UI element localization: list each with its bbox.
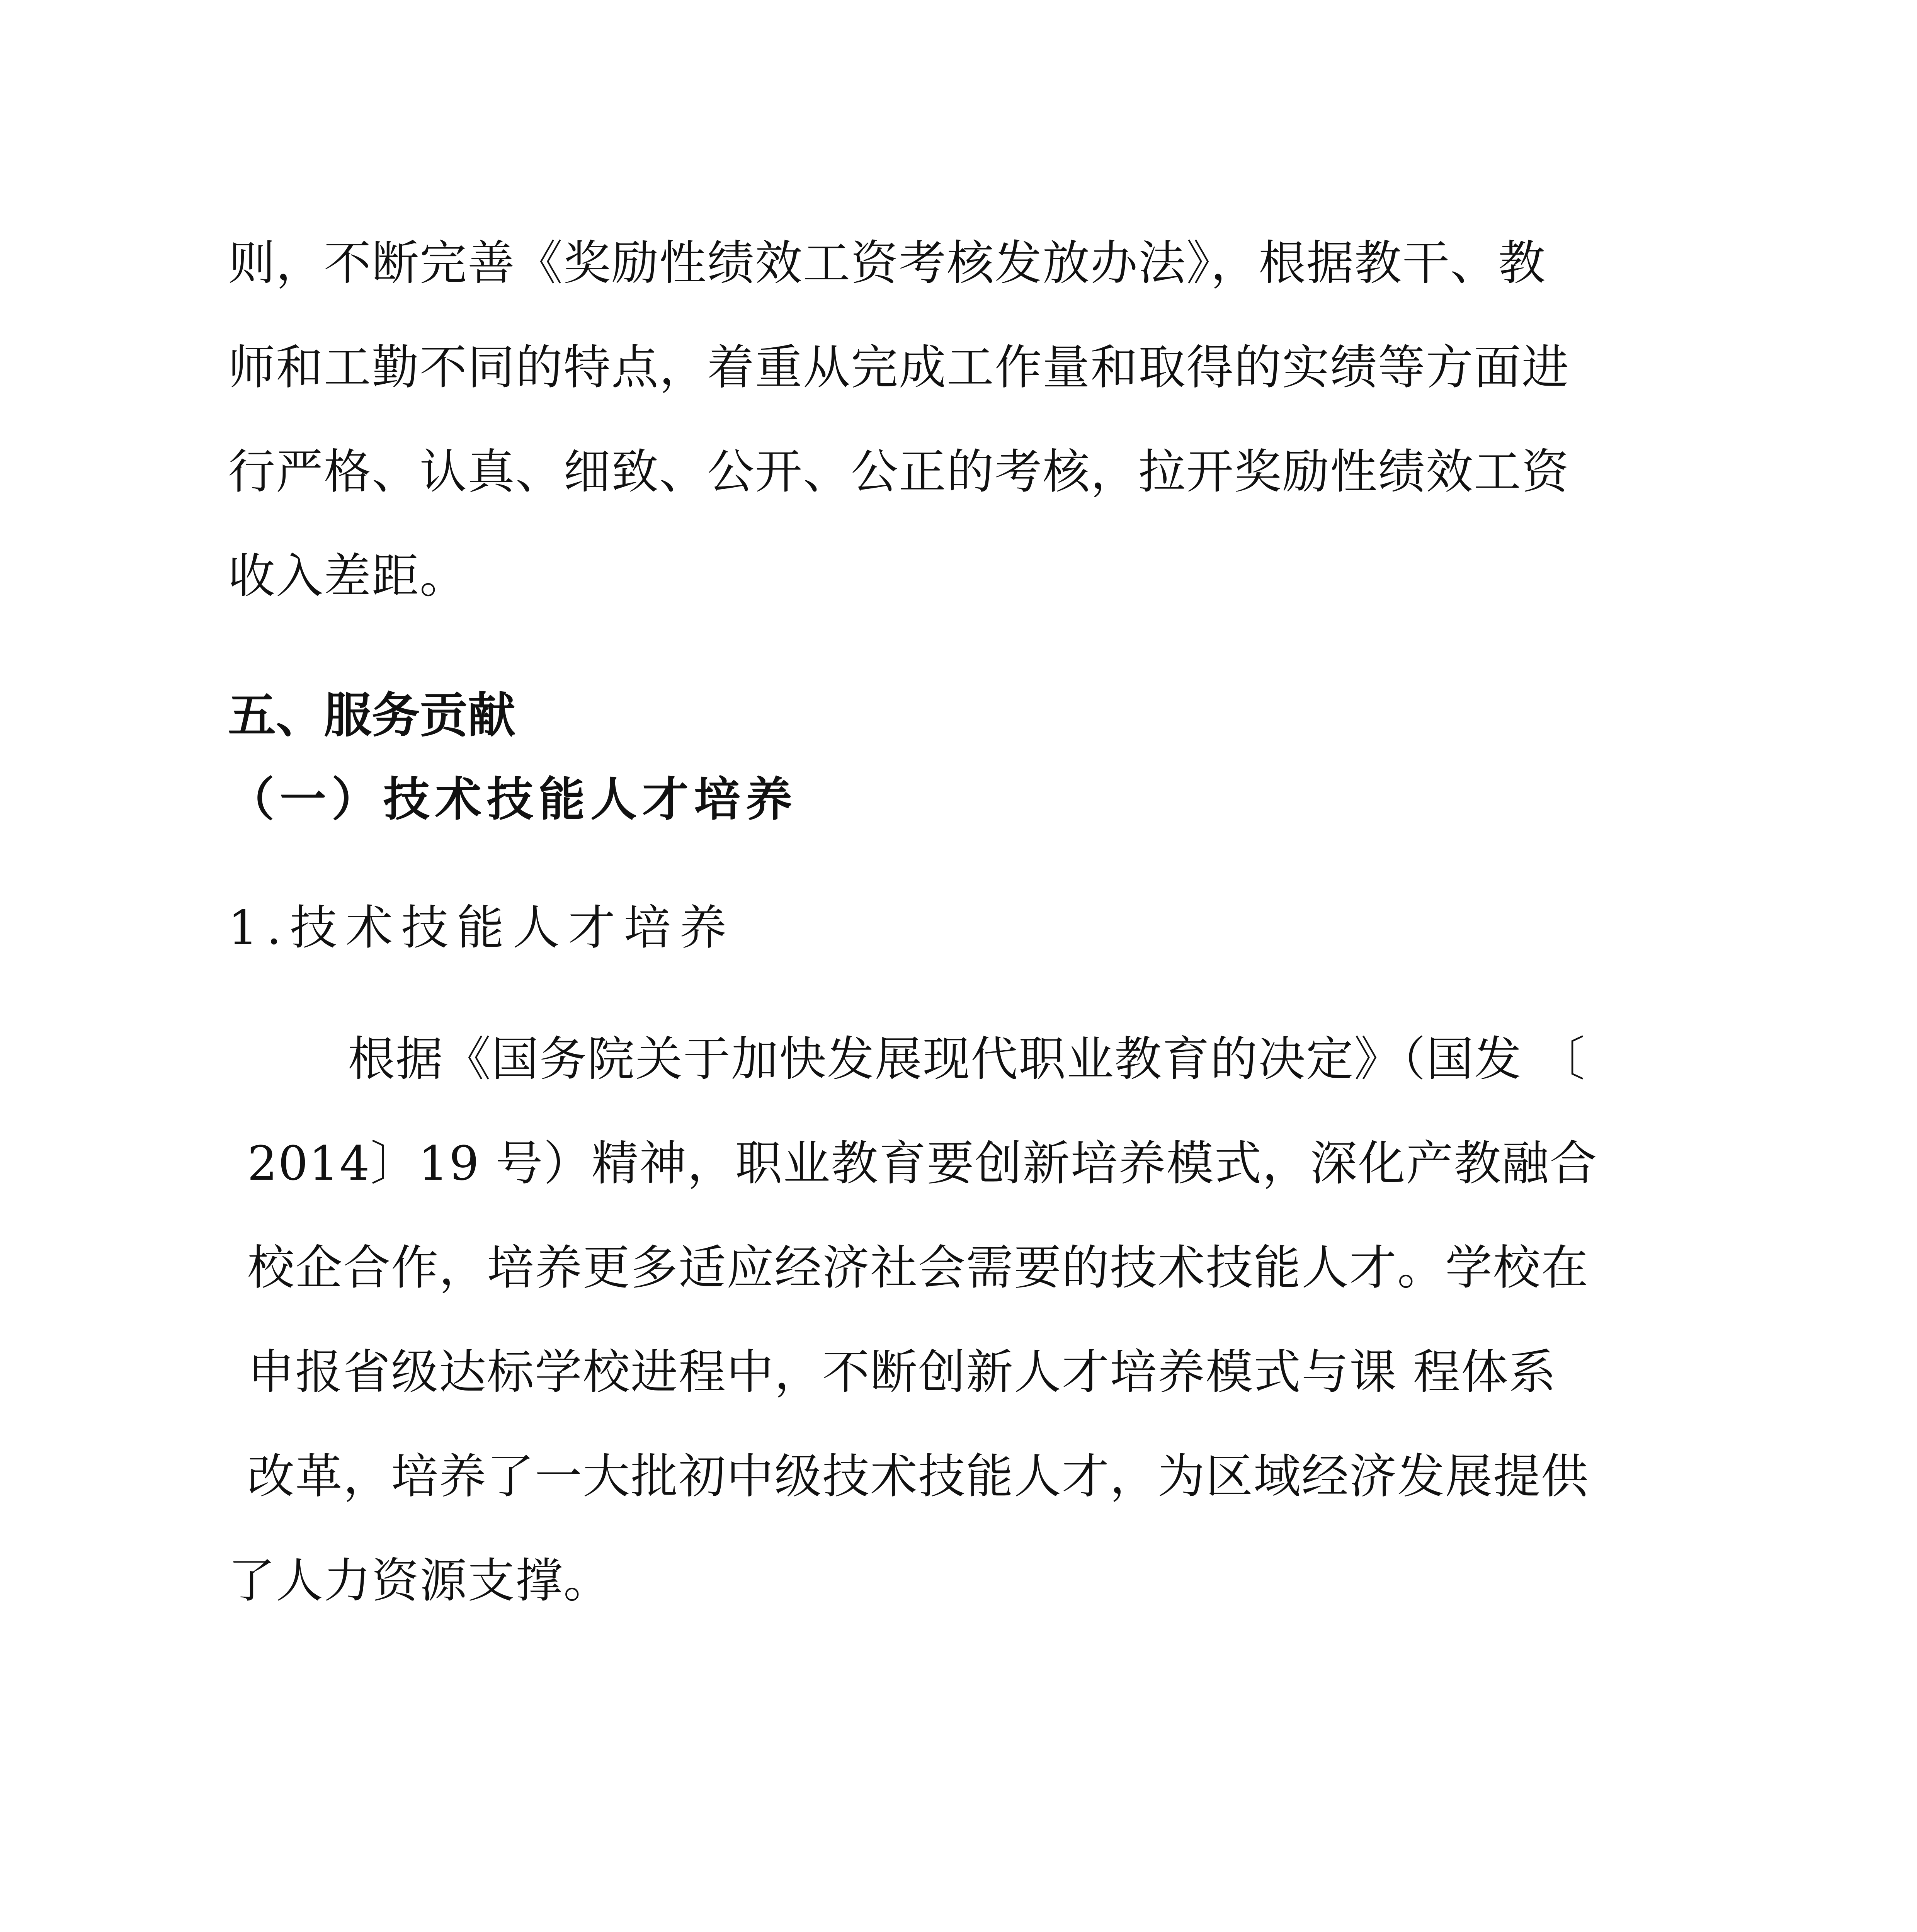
paragraph1-line-3: 行严格、认真、细致、公开、公正的考核，拉开奖励性绩效工资 [228,444,1570,499]
paragraph2-line-5: 改革，培养了一大批初中级技术技能人才，为区域经济发展提供 [247,1449,1589,1504]
paragraph2-line-1: 根据《国务院关于加快发展现代职业教育的决定》（国发 〔 [348,1032,1586,1087]
numbered-heading: 1.技术技能人才培养 [228,900,735,955]
paragraph1-line-2: 师和工勤不同的特点，着重从完成工作量和取得的实绩等方面进 [228,340,1570,395]
section-heading: 五、服务贡献 [228,687,516,743]
paragraph1-line-4: 收入差距。 [228,549,468,604]
subsection-heading: （一）技术技能人才培养 [228,773,798,827]
paragraph2-line-3: 校企合作，培养更多适应经济社会需要的技术技能人才。学校在 [247,1240,1589,1295]
paragraph2-line-6: 了人力资源支撑。 [228,1553,611,1608]
paragraph1-line-1: 则，不断完善《奖励性绩效工资考核发放办法》，根据教干、教 [228,236,1546,291]
paragraph2-line-4: 申报省级达标学校进程中，不断创新人才培养模式与课 程体系 [247,1345,1557,1400]
paragraph2-line-2: 2014〕19 号）精神，职业教育要创新培养模式，深化产教融合 [247,1136,1598,1191]
